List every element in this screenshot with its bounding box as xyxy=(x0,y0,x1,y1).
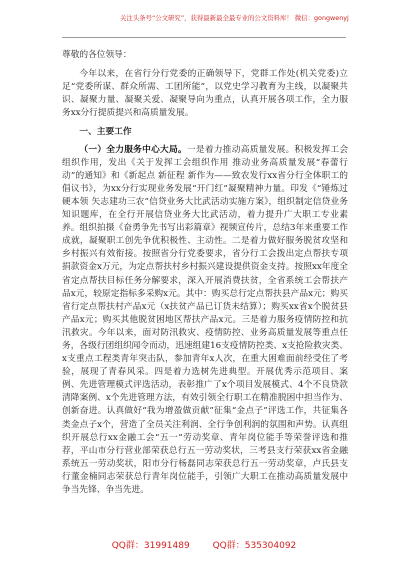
body-paragraph xyxy=(62,144,348,498)
footer-contacts xyxy=(0,538,408,551)
header-promo-note: 关注头条号“公文研究”，获得最新最全最专业的公文资料库！ 微信：gongwenyj xyxy=(120,14,349,22)
header-divider xyxy=(62,37,346,38)
body-text: 一是着力推动高质量发展。积极发挥工会组织作用，发出《关于发挥工会组织作用 推动业务高质量发展“春蕾行动”的通知》和《新起点 新征程 新作为——致农发行xx省分行全体职工的倡议书》，为xx分行实现业务发展“开门红”凝聚精神力量。印发《“锤炼过硬本领 矢志建功三农”信贷业务大比武活动实施方案》，组织制定信贷业务知识题库，在全行开展信贷业务大比武活动，着力提升广大职工专业素养。组织拍摄《奋勇争先书写出彩篇章》视频宣传片，总结3年来重要工作成就，凝聚职工创先争优积极性、主动性。二是着力做好服务脱贫攻坚和乡村振兴有效衔接。按照省分行党委要求，省分行工会拨出定点帮扶专项捐款资金x万元，为定点帮扶村乡村振兴建设提供资金支持。按照xx年度全省定点帮扶目标任务分解要求，深入开展消费扶贫，全省系统工会帮扶产品x元，较原定指标多采购x元。其中：购买总行定点帮扶县产品x元；购买省行定点帮扶村产品x元（x扶贫产品已订货未结算）；购买xx省x个脱贫县产品x元；购买其他脱贫困地区帮扶产品x元。三是着力服务疫情防控和抗汛救灾。今年以来，面对防汛救灾、疫情防控、业务高质量发展等重点任务，各级行团组织闻令而动，迅速组建16支疫情防控类、x支抢险救灾类、x支重点工程类青年突击队，参加青年x人次，在重大困难面前经受住了考验，展现了青春风采。四是着力选树先进典型。开展优秀示范项目、案例、先进管理模式评选活动，表彰推广了x个项目发展模式、4个不良贷款清降案例、x个先进管理方法，有效引领全行职工在精准脱困中担当作为、创新奋进。认真做好“我为增盈做贡献”征集“金点子”评选工作，共征集各类金点子x个，营造了全员关注利润、全行争创利润的氛围和声势。认真组织开展总行xx金融工会“五一”劳动奖章、青年岗位能手等荣誉评选和推荐，平山市分行营业部荣获总行五一劳动奖状，三考县支行荣获xx省金融系统五一劳动奖状，阳市分行杨磊同志荣获总行五一劳动奖章，卢氏县支行董金楠同志荣获总行青年岗位能手，引领广大职工在推动高质量发展中争当先锋、争当先进。 xyxy=(62,144,349,495)
intro-paragraph: 今年以来，在省行分行党委的正确领导下，党群工作处(机关党委)立足“党委所谋、群众所需、工团所能”，以党史学习教育为主线，以凝聚共识、凝聚力量、凝聚关爱、凝聚导向为重点，认真开展各项工作，全力服务xx分行提质提兴和高质量发展。 xyxy=(62,69,348,119)
document-body xyxy=(62,45,348,497)
footer-qq-group-1: QQ群：31991489 xyxy=(111,541,190,551)
footer-qq-group-2: QQ群：535304092 xyxy=(212,541,297,551)
salutation: 尊敬的各位领导： xyxy=(62,50,132,60)
sub-heading: （一）全力服务中心大局。 xyxy=(79,144,187,155)
section-heading: 一、主要工作 xyxy=(79,127,132,138)
